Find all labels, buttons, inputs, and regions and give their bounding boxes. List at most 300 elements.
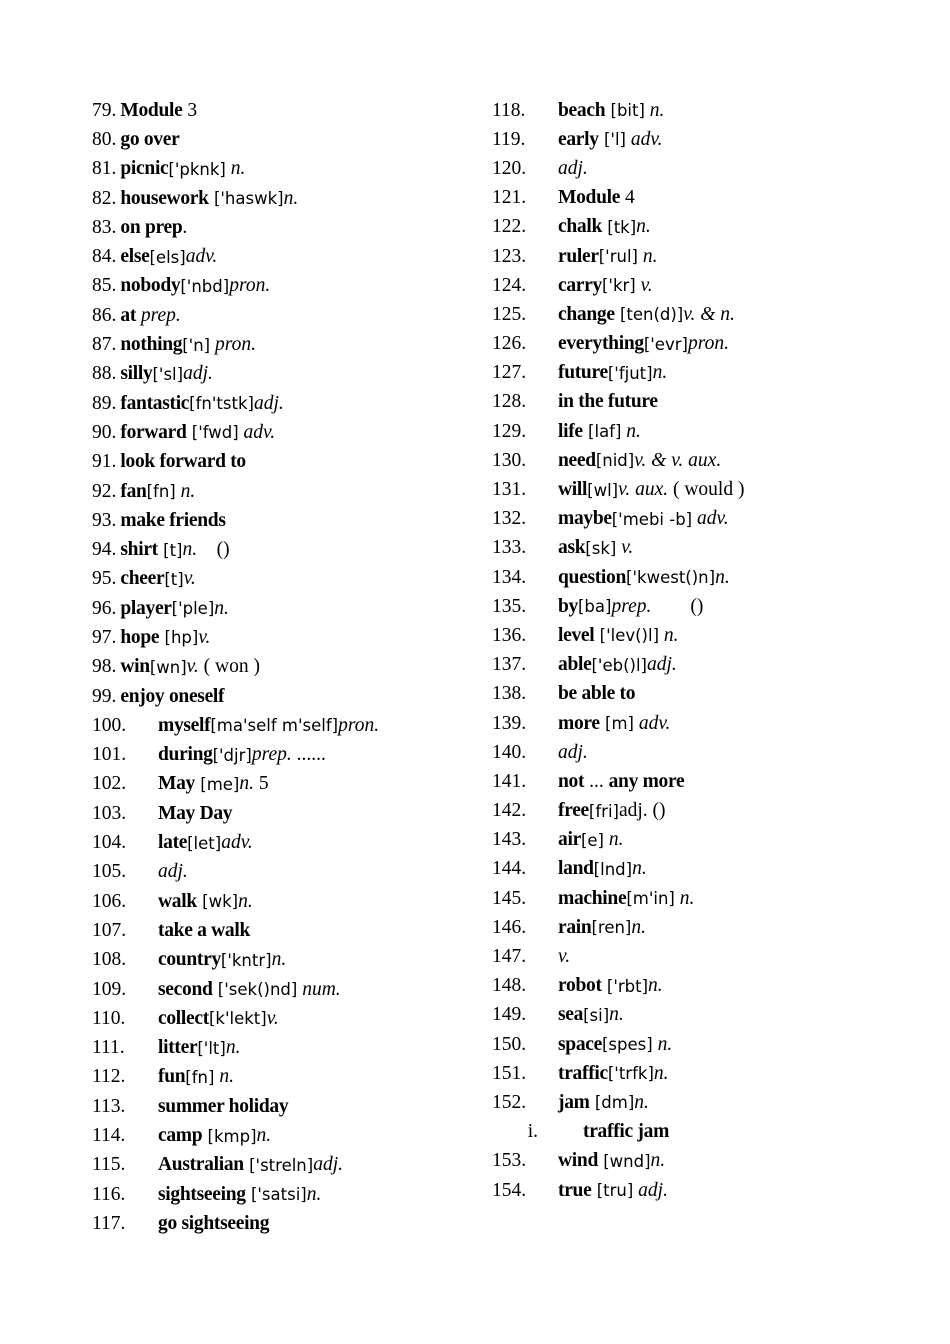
phonetic: [wl]	[587, 480, 619, 500]
part-of-speech: n.	[182, 539, 198, 561]
vocab-entry	[92, 799, 492, 828]
phonetic: ['djr]	[212, 745, 252, 765]
part-of-speech: v. & v. aux.	[634, 449, 722, 471]
headword: future	[558, 362, 608, 384]
vocab-entry	[92, 330, 492, 359]
phonetic: ['evr]	[643, 334, 688, 354]
entry-number: i.	[527, 1121, 538, 1143]
entry-number: 118.	[492, 99, 526, 121]
entry-number: 96.	[92, 597, 117, 619]
vocab-entry	[492, 680, 912, 709]
phonetic: ['sl]	[152, 364, 184, 384]
phonetic: ['fjut]	[607, 363, 653, 383]
part-of-speech: v.	[186, 656, 199, 678]
vocab-entry	[92, 1092, 492, 1121]
part-of-speech: adj.	[558, 741, 588, 763]
headword: machine	[558, 887, 627, 909]
part-of-speech: n.	[306, 1183, 322, 1205]
phonetic: [lnd]	[593, 859, 633, 879]
entry-number: 81.	[92, 158, 117, 180]
part-of-speech: adv.	[185, 246, 218, 268]
entry-number: 110.	[92, 1007, 126, 1029]
vocab-entry	[92, 1209, 492, 1238]
vocab-entry	[492, 826, 912, 855]
part-of-speech: n.	[609, 1004, 624, 1026]
vocab-entry	[92, 565, 492, 594]
headword: on prep	[120, 216, 183, 238]
headword: wind	[558, 1150, 598, 1172]
entry-number: 146.	[492, 916, 527, 938]
phonetic: [laf]	[582, 422, 622, 442]
note: .	[182, 216, 188, 238]
vocab-entry	[492, 300, 912, 329]
entry-number: 115.	[92, 1154, 126, 1176]
part-of-speech: v.	[183, 568, 196, 590]
headword: look forward to	[120, 451, 246, 473]
headword: ask	[558, 537, 586, 559]
vocab-entry	[492, 1118, 912, 1147]
headword: win	[120, 656, 150, 678]
part-of-speech: n.	[644, 99, 665, 121]
headword: else	[120, 246, 150, 268]
entry-number: 125.	[492, 303, 527, 325]
vocab-entry	[492, 621, 912, 650]
entry-number: 93.	[92, 509, 117, 531]
entry-number: 111.	[92, 1037, 125, 1059]
entry-number: 142.	[492, 800, 527, 822]
part-of-speech: adj.	[158, 861, 188, 883]
headword: fantastic	[120, 392, 190, 414]
headword: collect	[158, 1007, 209, 1029]
headword: in the future	[558, 391, 658, 413]
vocab-entry	[92, 1180, 492, 1209]
phonetic: ['kntr]	[220, 950, 272, 970]
headword: early	[558, 128, 599, 150]
phonetic: ['rul]	[598, 247, 638, 267]
part-of-speech: n.	[283, 187, 299, 209]
entry-number: 109.	[92, 978, 127, 1000]
vocab-entry	[492, 417, 912, 446]
vocab-entry	[92, 535, 492, 564]
entry-number: 141.	[492, 770, 527, 792]
phonetic: [m]	[599, 714, 634, 734]
entry-number: 153.	[492, 1150, 527, 1172]
phonetic: [me]	[195, 774, 240, 794]
entry-number: 120.	[492, 157, 527, 179]
vocab-entry	[92, 389, 492, 418]
vocab-entry	[492, 271, 912, 300]
phonetic: ['rbt]	[601, 976, 649, 996]
part-of-speech: prep.	[251, 744, 292, 766]
entry-number: 136.	[492, 624, 527, 646]
phonetic: [k'lekt]	[208, 1009, 267, 1029]
vocab-entry	[492, 1001, 912, 1030]
headword: summer holiday	[158, 1095, 289, 1117]
part-of-speech: n.	[621, 420, 641, 442]
part-of-speech: v.	[616, 537, 634, 559]
entry-number: 100.	[92, 714, 127, 736]
vocab-entry	[92, 418, 492, 447]
entry-number: 147.	[492, 946, 527, 968]
entry-number: 150.	[492, 1033, 527, 1055]
note: adj. ()	[618, 800, 666, 822]
headword: rain	[558, 916, 592, 938]
phonetic: ['n]	[182, 335, 211, 355]
part-of-speech: n.	[214, 597, 229, 619]
headword: chalk	[558, 216, 603, 238]
part-of-speech: n.	[238, 890, 253, 912]
vocab-entry	[92, 770, 492, 799]
vocab-entry	[92, 1121, 492, 1150]
entry-number: 127.	[492, 362, 527, 384]
phonetic: ['mebi -b]	[611, 509, 693, 529]
vocab-entry	[492, 446, 912, 475]
entry-number: 138.	[492, 683, 527, 705]
headword: camp	[158, 1125, 203, 1147]
entry-number: 86.	[92, 304, 117, 326]
headword: May Day	[158, 802, 233, 824]
entry-number: 116.	[92, 1183, 126, 1205]
entry-number: 90.	[92, 421, 117, 443]
vocab-entry	[492, 651, 912, 680]
part-of-speech: v. & n.	[683, 303, 735, 325]
vocab-entry	[492, 330, 912, 359]
vocab-entry	[92, 916, 492, 945]
phonetic: [ren]	[591, 918, 632, 938]
part-of-speech: n.	[637, 245, 658, 267]
vocab-entry	[492, 184, 912, 213]
vocab-entry	[92, 242, 492, 271]
headword: nobody	[120, 275, 181, 297]
headword: country	[158, 949, 221, 971]
headword: hope	[120, 626, 160, 648]
headword: at	[120, 304, 137, 326]
vocab-entry	[492, 154, 912, 183]
phonetic: ['sek()nd]	[212, 980, 298, 1000]
phonetic: ['streln]	[243, 1155, 314, 1175]
headword: by	[558, 595, 578, 617]
part-of-speech: n.	[256, 1125, 272, 1147]
entry-number: 152.	[492, 1091, 527, 1113]
headword: life	[558, 420, 583, 442]
vocab-entry	[492, 359, 912, 388]
headword: housework	[120, 187, 209, 209]
headword: maybe	[558, 508, 612, 530]
headword: nothing	[120, 334, 183, 356]
part-of-speech: v.	[558, 946, 571, 968]
entry-number: 149.	[492, 1004, 527, 1026]
phonetic: ['kwest()n]	[626, 568, 716, 588]
part-of-speech: adv.	[221, 832, 253, 854]
part-of-speech: n.	[634, 1091, 649, 1113]
part-of-speech: adj.	[183, 363, 213, 385]
vocab-entry	[92, 1004, 492, 1033]
phonetic: [ma'self m'self]	[210, 716, 339, 736]
phonetic: [fn'tstk]	[189, 394, 254, 414]
part-of-speech: adj.	[558, 157, 588, 179]
vocab-entry	[92, 448, 492, 477]
vocab-entry	[492, 913, 912, 942]
note: ()	[651, 595, 704, 617]
phonetic: [t]	[157, 540, 183, 560]
phonetic: [sk]	[585, 538, 617, 558]
vocab-entry	[492, 1088, 912, 1117]
entry-number: 80.	[92, 128, 117, 150]
vocab-entry	[92, 653, 492, 682]
phonetic: [let]	[187, 833, 222, 853]
phonetic: [ten(d)]	[614, 305, 684, 325]
headword: fun	[158, 1066, 186, 1088]
phonetic: [ba]	[578, 597, 612, 617]
headword: free	[558, 800, 589, 822]
entry-number: 92.	[92, 480, 117, 502]
vocab-entry	[92, 1034, 492, 1063]
part-of-speech: n.	[659, 624, 679, 646]
note: ......	[291, 744, 326, 766]
phonetic: [tk]	[602, 217, 637, 237]
phonetic: [wn]	[149, 657, 187, 677]
phonetic: [t]	[164, 569, 184, 589]
entry-number: 134.	[492, 566, 527, 588]
headword: traffic jam	[583, 1121, 670, 1143]
phonetic: [kmp]	[202, 1126, 257, 1146]
part-of-speech: n.	[603, 829, 624, 851]
vocab-entry	[492, 592, 912, 621]
part-of-speech: v. aux.	[618, 479, 669, 501]
part-of-speech: num.	[297, 978, 341, 1000]
vocab-entry	[92, 360, 492, 389]
vocab-entry	[492, 855, 912, 884]
part-of-speech: v.	[266, 1007, 279, 1029]
entry-number: 99.	[92, 685, 117, 707]
note: 3	[182, 99, 198, 121]
part-of-speech: adj.	[253, 392, 284, 414]
note: ...	[584, 770, 609, 792]
part-of-speech: adv.	[633, 712, 671, 734]
part-of-speech: n.	[650, 1150, 666, 1172]
headword: need	[558, 449, 596, 471]
phonetic: [els]	[149, 247, 186, 267]
entry-number: 119.	[492, 128, 526, 150]
vocab-entry	[492, 213, 912, 242]
entry-number: 97.	[92, 626, 117, 648]
headword: air	[558, 829, 581, 851]
part-of-speech: n.	[652, 1033, 673, 1055]
phonetic: [tru]	[591, 1181, 634, 1201]
phonetic: ['pknk]	[168, 159, 226, 179]
vocab-entry	[492, 563, 912, 592]
entry-number: 98.	[92, 656, 117, 678]
headword: beach	[558, 99, 606, 121]
part-of-speech: n.	[636, 216, 651, 238]
vocab-entry	[92, 828, 492, 857]
headword-2: any more	[608, 770, 685, 792]
phonetic: [bit]	[605, 101, 645, 121]
entry-number: 87.	[92, 334, 117, 356]
entry-number: 103.	[92, 802, 127, 824]
entry-number: 123.	[492, 245, 527, 267]
headword: walk	[158, 890, 197, 912]
part-of-speech: n.	[225, 1037, 241, 1059]
phonetic: ['nbd]	[180, 276, 230, 296]
vocab-entry	[92, 506, 492, 535]
headword: sightseeing	[158, 1183, 246, 1205]
headword: land	[558, 858, 594, 880]
vocab-entry	[92, 477, 492, 506]
headword: shirt	[120, 539, 158, 561]
phonetic: [wk]	[196, 892, 239, 912]
phonetic: [e]	[580, 830, 604, 850]
headword: picnic	[120, 158, 169, 180]
headword: late	[158, 832, 188, 854]
entry-number: 130.	[492, 449, 527, 471]
vocab-entry	[492, 1147, 912, 1176]
right-column	[492, 96, 912, 1205]
headword: jam	[558, 1091, 590, 1113]
headword: level	[558, 624, 595, 646]
vocab-entry	[92, 711, 492, 740]
entry-number: 104.	[92, 832, 127, 854]
entry-number: 88.	[92, 363, 117, 385]
entry-number: 95.	[92, 568, 117, 590]
entry-number: 85.	[92, 275, 117, 297]
headword: more	[558, 712, 600, 734]
entry-number: 102.	[92, 773, 127, 795]
vocab-entry	[92, 301, 492, 330]
part-of-speech: n.	[715, 566, 730, 588]
entry-number: 128.	[492, 391, 527, 413]
part-of-speech: n.	[648, 975, 663, 997]
headword: traffic	[558, 1062, 608, 1084]
headword: robot	[558, 975, 602, 997]
entry-number: 126.	[492, 333, 527, 355]
part-of-speech: adv.	[238, 421, 276, 443]
vocab-entry	[92, 213, 492, 242]
entry-number: 108.	[92, 949, 127, 971]
entry-number: 83.	[92, 216, 117, 238]
entry-number: 143.	[492, 829, 527, 851]
entry-number: 121.	[492, 187, 527, 209]
headword: space	[558, 1033, 602, 1055]
headword: go sightseeing	[158, 1212, 270, 1234]
vocab-entry	[492, 125, 912, 154]
phonetic: ['kr]	[601, 276, 636, 296]
note: ( would )	[668, 479, 745, 501]
part-of-speech: pron.	[687, 333, 729, 355]
vocab-entry	[92, 1063, 492, 1092]
vocab-entry	[492, 475, 912, 504]
entry-number: 154.	[492, 1179, 527, 1201]
vocab-entry	[92, 125, 492, 154]
phonetic: [m'in]	[626, 889, 675, 909]
headword: Module	[120, 99, 183, 121]
vocab-entry	[92, 975, 492, 1004]
part-of-speech: prep.	[611, 595, 652, 617]
headword: ruler	[558, 245, 599, 267]
part-of-speech: adj.	[313, 1154, 343, 1176]
vocab-entry	[92, 741, 492, 770]
phonetic: [hp]	[159, 628, 199, 648]
part-of-speech: n.	[225, 158, 246, 180]
entry-number: 131.	[492, 479, 527, 501]
vocab-entry	[92, 184, 492, 213]
entry-number: 114.	[92, 1125, 126, 1147]
part-of-speech: pron.	[229, 275, 271, 297]
headword: cheer	[120, 568, 165, 590]
headword: everything	[558, 333, 644, 355]
vocab-entry	[492, 972, 912, 1001]
entry-number: 132.	[492, 508, 527, 530]
headword: not	[558, 770, 585, 792]
headword: litter	[158, 1037, 198, 1059]
phonetic: [nid]	[595, 451, 635, 471]
entry-number: 91.	[92, 451, 117, 473]
entry-number: 124.	[492, 274, 527, 296]
vocab-entry	[492, 388, 912, 417]
entry-number: 105.	[92, 861, 127, 883]
vocab-entry	[492, 884, 912, 913]
vocab-entry	[92, 1151, 492, 1180]
part-of-speech: pron.	[210, 334, 256, 356]
entry-number: 112.	[92, 1066, 126, 1088]
part-of-speech: n.	[631, 916, 646, 938]
entry-number: 101.	[92, 744, 127, 766]
phonetic: ['l]	[598, 130, 626, 150]
vocab-entry	[492, 1059, 912, 1088]
phonetic: [spes]	[602, 1035, 653, 1055]
entry-number: 145.	[492, 887, 527, 909]
headword: change	[558, 303, 615, 325]
note: ( won )	[198, 656, 260, 678]
headword: forward	[120, 421, 187, 443]
headword: silly	[120, 363, 153, 385]
part-of-speech: prep.	[136, 304, 181, 326]
vocab-entry	[92, 594, 492, 623]
part-of-speech: n.	[674, 887, 695, 909]
phonetic: [fri]	[588, 801, 619, 821]
entry-number: 144.	[492, 858, 527, 880]
part-of-speech: v.	[635, 274, 653, 296]
entry-number: 137.	[492, 654, 527, 676]
vocab-entry	[492, 709, 912, 738]
entry-number: 113.	[92, 1095, 126, 1117]
vocab-entry	[92, 623, 492, 652]
part-of-speech: n.	[652, 362, 668, 384]
part-of-speech: adv.	[625, 128, 663, 150]
headword: make friends	[120, 509, 226, 531]
entry-number: 82.	[92, 187, 117, 209]
headword: enjoy oneself	[120, 685, 225, 707]
headword: Australian	[158, 1154, 244, 1176]
entry-number: 135.	[492, 595, 527, 617]
phonetic: ['satsi]	[245, 1185, 307, 1205]
vocab-entry	[92, 858, 492, 887]
part-of-speech: n.	[175, 480, 196, 502]
headword: myself	[158, 714, 211, 736]
entry-number: 107.	[92, 919, 127, 941]
vocab-entry	[492, 1176, 912, 1205]
part-of-speech: adj.	[646, 654, 677, 676]
entry-number: 106.	[92, 890, 127, 912]
note: 4	[620, 187, 635, 209]
headword: player	[120, 597, 172, 619]
headword: carry	[558, 274, 602, 296]
phonetic: [wnd]	[598, 1151, 651, 1171]
vocab-entry	[92, 946, 492, 975]
headword: go over	[120, 128, 180, 150]
entry-number: 151.	[492, 1062, 527, 1084]
part-of-speech: n.	[653, 1062, 669, 1084]
